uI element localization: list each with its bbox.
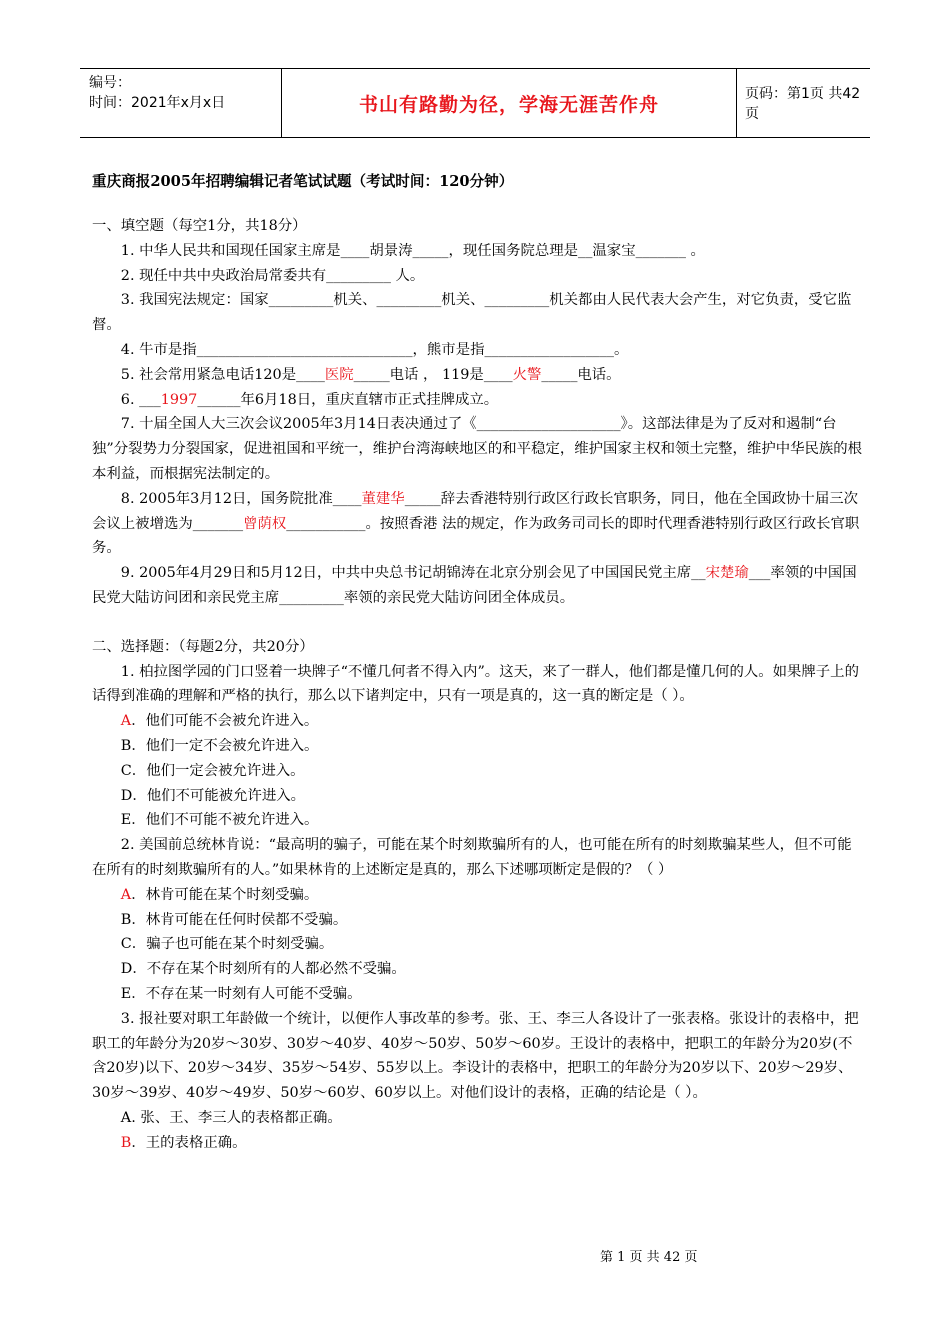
q2-option-a bbox=[92, 883, 864, 908]
q8-text-c: ___________。按照香港 法的规定，作为政务司司长的即时代理香港特别行政区行政长官职务。 bbox=[92, 515, 860, 557]
document-body bbox=[92, 170, 864, 1155]
section-gap bbox=[92, 611, 864, 635]
q3-option-b bbox=[92, 1131, 864, 1156]
fill-question-1: 1. 中华人民共和国现任国家主席是____胡景涛_____，现任国务院总理是__温家宝_______ 。 bbox=[120, 242, 705, 259]
q8-answer-1: 董建华 bbox=[361, 490, 405, 507]
q5-text-c: _____电话。 bbox=[541, 366, 621, 383]
header-motto-cell bbox=[281, 69, 737, 137]
fill-question-6 bbox=[92, 388, 864, 413]
q2-option-c: C．骗子也可能在某个时刻受骗。 bbox=[120, 936, 334, 953]
fill-question-7: 7. 十届全国人大三次会议2005年3月14日表决通过了《____________________》。这部法律是为了反对和遏制“台独”分裂势力分裂国家，促进祖国和平统一，维护台湾海峡地区的和平稳定，维护国家主权和领土完整，维护中华民族的根本利益，而根据宪法制定的。 bbox=[92, 416, 863, 482]
document-title: 重庆商报2005年招聘编辑记者笔试试题（考试时间：120分钟） bbox=[92, 173, 514, 190]
q8-text-b: _____辞去香港特别行政区行政长官职务，同日，他在全国政协十届三次会议上被增选为_______ bbox=[92, 490, 858, 532]
q5-answer-1: 医院 bbox=[324, 366, 354, 383]
q9-answer: 宋楚瑜 bbox=[705, 565, 749, 582]
section-2-heading: 二、选择题：（每题2分，共20分） bbox=[92, 638, 314, 655]
fill-question-3: 3. 我国宪法规定：国家_________机关、_________机关、_________机关都由人民代表大会产生，对它负责，受它监督。 bbox=[92, 292, 852, 334]
q5-answer-2: 火警 bbox=[512, 366, 542, 383]
q1-option-b: B．他们一定不会被允许进入。 bbox=[120, 737, 319, 754]
header-page-info: 页码：第1页 共42页 bbox=[745, 86, 861, 122]
section-1-heading: 一、填空题（每空1分，共18分） bbox=[92, 218, 307, 234]
q6-text-b: ______年6月18日，重庆直辖市正式挂牌成立。 bbox=[197, 391, 499, 408]
q1-option-c: C．他们一定会被允许进入。 bbox=[120, 762, 305, 779]
q9-text-a: 9. 2005年4月29日和5月12日，中共中央总书记胡锦涛在北京分别会见了中国国民党主席__ bbox=[120, 565, 706, 582]
page-footer: 第 1 页 共 42 页 bbox=[600, 1250, 698, 1265]
fill-question-2: 2. 现任中共中央政治局常委共有_________ 人。 bbox=[120, 267, 425, 284]
q2-option-d: D．不存在某个时刻所有的人都必然不受骗。 bbox=[120, 961, 406, 978]
q8-answer-2: 曾荫权 bbox=[243, 515, 287, 532]
choice-question-3: 3. 报社要对职工年龄做一个统计，以便作人事改革的参考。张、王、李三人各设计了一张表格。张设计的表格中，把职工的年龄分为20岁～30岁、30岁～40岁、40岁～50岁、50岁～60岁。王设计的表格中，把职工的年龄分为20岁(不含20岁)以下、20岁～34岁、35岁～54岁、55岁以上。李设计的表格中，把职工的年龄分为20岁以下、20岁～29岁、30岁～39岁、40岁～49岁、50岁～60岁、60岁以上。对他们设计的表格，正确的结论是（ ）。 bbox=[92, 1010, 859, 1102]
fill-question-4: 4. 牛市是指______________________________，熊市是指__________________。 bbox=[120, 341, 629, 358]
page-header bbox=[80, 68, 870, 138]
q2-option-a-letter: A bbox=[120, 886, 132, 903]
q1-option-d: D．他们不可能被允许进入。 bbox=[120, 787, 306, 804]
header-motto: 书山有路勤为径，学海无涯苦作舟 bbox=[358, 93, 659, 116]
q1-option-e: E．他们不可能不被允许进入。 bbox=[120, 812, 319, 829]
q5-text-b: _____电话 ， 119是____ bbox=[353, 366, 513, 383]
q8-text-a: 8. 2005年3月12日，国务院批准____ bbox=[120, 490, 362, 507]
q6-text-a: 6. ___ bbox=[120, 391, 161, 408]
q2-option-b: B．林肯可能在任何时侯都不受骗。 bbox=[120, 911, 348, 928]
header-page-cell bbox=[736, 69, 870, 137]
choice-question-1: 1. 柏拉图学园的门口竖着一块牌子“不懂几何者不得入内”。这天，来了一群人，他们都是懂几何的人。如果牌子上的话得到准确的理解和严格的执行，那么以下诸判定中，只有一项是真的，这一真的断定是（ ）。 bbox=[92, 663, 859, 705]
doc-date-label: 时间：2021年x月x日 bbox=[89, 95, 226, 111]
doc-code-label: 编号： bbox=[89, 75, 131, 91]
q3-option-a: A. 张、王、李三人的表格都正确。 bbox=[120, 1109, 342, 1126]
q2-option-a-text: ．林肯可能在某个时刻受骗。 bbox=[131, 886, 319, 903]
q1-option-a-letter: A bbox=[120, 713, 132, 730]
q5-text-a: 5. 社会常用紧急电话120是____ bbox=[120, 366, 325, 383]
q9-text-b: ___率领的中国国民党大陆访问团和亲民党主席_________率领的亲民党大陆访问团全体成员。 bbox=[92, 565, 857, 606]
header-meta bbox=[80, 69, 281, 137]
q3-option-b-text: ．王的表格正确。 bbox=[131, 1134, 247, 1151]
fill-question-9 bbox=[92, 561, 864, 611]
q3-option-b-letter: B bbox=[120, 1134, 132, 1151]
q6-answer: 1997 bbox=[160, 391, 198, 408]
fill-question-5 bbox=[92, 363, 864, 388]
q1-option-a-text: ．他们可能不会被允许进入。 bbox=[131, 713, 319, 730]
fill-question-8 bbox=[92, 487, 864, 561]
q2-option-e: E．不存在某一时刻有人可能不受骗。 bbox=[120, 985, 362, 1002]
choice-question-2: 2. 美国前总统林肯说：“最高明的骗子，可能在某个时刻欺骗所有的人，也可能在所有的时刻欺骗某些人，但不可能在所有的时刻欺骗所有的人。”如果林肯的上述断定是真的，那么下述哪项断定是假的？（ ） bbox=[92, 837, 852, 878]
q1-option-a bbox=[92, 709, 864, 734]
